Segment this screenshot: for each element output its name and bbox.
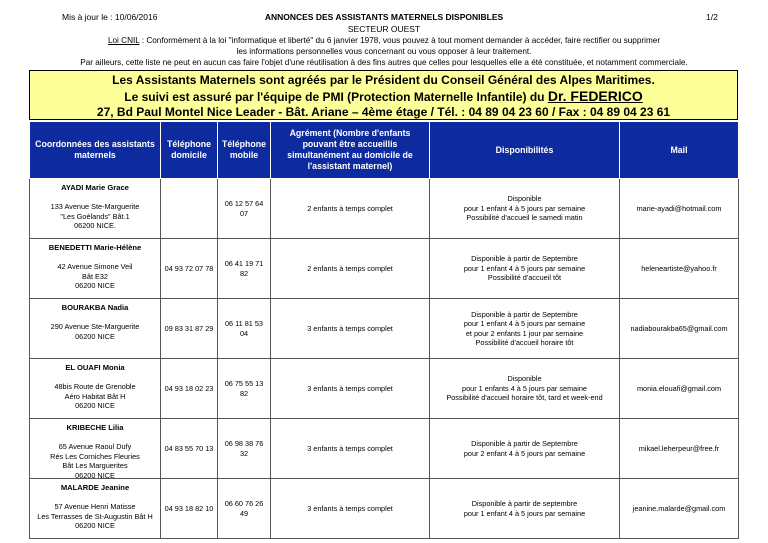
- assistant-address: [32, 202, 158, 231]
- header-mail: Mail: [620, 122, 739, 179]
- address-line: 133 Avenue Ste-Marguerite: [50, 202, 140, 211]
- dispo-line: Disponible: [507, 374, 542, 384]
- update-date: Mis à jour le : 10/06/2016: [62, 12, 158, 22]
- mail-link[interactable]: nadiabourakba65@gmail.com: [620, 299, 739, 359]
- mail-link[interactable]: jeanine.malarde@gmail.com: [620, 479, 739, 539]
- assistant-address: [32, 262, 158, 291]
- agrement-text: 3 enfants à temps complet: [271, 359, 430, 419]
- dispo-line: Possibilité d'accueil horaire tôt: [475, 338, 574, 347]
- cell-coordonnees: [30, 299, 161, 359]
- dispo-line: Disponible: [507, 194, 542, 204]
- assistant-name: AYADI Marie Grace: [61, 183, 129, 192]
- address-line: 06200 NICE: [75, 470, 115, 478]
- address-line: 06200 NICE.: [74, 221, 116, 230]
- dispo-line: pour 2 enfant 4 à 5 jours par semaine: [463, 448, 586, 458]
- address-line: Les Terrasses de St-Augustin Bât H: [37, 511, 153, 521]
- banner-line-3: 27, Bd Paul Montel Nice Leader - Bât. Ariane – 4ème étage / Tél. : 04 89 04 23 60 / Fax : 04 89 04 23 61: [96, 105, 671, 119]
- header-agrement: Agrément (Nombre d'enfants pouvant être accueillis simultanément au domicile de l'assistant maternel): [271, 122, 430, 179]
- disponibilites-cell: [430, 239, 620, 299]
- dispo-line: pour 1 enfant 4 à 5 jours par semaine: [463, 203, 586, 213]
- dispo-line: Possibilité d'accueil le samedi matin: [466, 213, 583, 223]
- banner-doctor: Dr. FEDERICO: [547, 87, 643, 104]
- banner-line-1: Les Assistants Maternels sont agréés par le Président du Conseil Général des Alpes Maritimes.: [112, 73, 655, 87]
- agrement-text: 3 enfants à temps complet: [271, 479, 430, 539]
- cnil-notice: [60, 35, 708, 68]
- dispo-line: Disponible à partir de septembre: [471, 499, 578, 508]
- sector-subtitle: SECTEUR OUEST: [347, 24, 421, 34]
- assistant-address: [32, 322, 158, 341]
- disponibilites-cell: [430, 299, 620, 359]
- phone-mobile: 06 12 57 64 07: [218, 179, 271, 239]
- address-line: 48bis Route de Grenoble: [54, 382, 136, 391]
- mail-link[interactable]: monia.elouafi@gmail.com: [620, 359, 739, 419]
- assistants-table: [29, 121, 739, 539]
- disponibilites-cell: [430, 179, 620, 239]
- assistant-address: [32, 442, 158, 478]
- cell-coordonnees: [30, 419, 161, 479]
- phone-home: 04 93 18 82 10: [161, 479, 218, 539]
- phone-mobile: 06 98 38 76 32: [218, 419, 271, 479]
- agrement-text: 2 enfants à temps complet: [271, 239, 430, 299]
- cell-coordonnees: [30, 179, 161, 239]
- mail-link[interactable]: mikael.leherpeur@free.fr: [620, 419, 739, 479]
- address-line: 06200 NICE: [75, 281, 115, 290]
- address-line: Bât E32: [82, 271, 108, 281]
- table-header-row: [30, 122, 739, 179]
- assistant-name: MALARDE Jeanine: [60, 483, 130, 492]
- address-line: 06200 NICE: [75, 401, 115, 410]
- dispo-line: Disponible à partir de Septembre: [471, 439, 578, 448]
- dispo-line: pour 1 enfants 4 à 5 jours par semaine: [462, 383, 587, 393]
- info-banner: [29, 70, 738, 120]
- cnil-line-2: les informations personnelles vous concernant ou vous opposer à leur traitement.: [236, 47, 532, 56]
- phone-mobile: 06 60 76 26 49: [218, 479, 271, 539]
- disponibilites-cell: [430, 419, 620, 479]
- dispo-line: pour 1 enfant 4 à 5 jours par semaine: [463, 263, 586, 273]
- document-title: ANNONCES DES ASSISTANTS MATERNELS DISPONIBLES: [264, 12, 504, 22]
- address-line: 290 Avenue Ste-Marguerite: [50, 322, 140, 331]
- dispo-line: pour 1 enfant 4 à 5 jours par semaine: [463, 319, 586, 328]
- assistant-address: [32, 502, 158, 531]
- cnil-line-3: Par ailleurs, cette liste ne peut en aucun cas faire l'objet d'une réutilisation à des fins autres que celles pour lesquelles elle a été constituée, et notamment commerciale.: [80, 58, 688, 67]
- address-line: 57 Avenue Henri Matisse: [54, 502, 136, 511]
- header-coordonnees: Coordonnées des assistants maternels: [30, 122, 161, 179]
- disponibilites-cell: [430, 479, 620, 539]
- phone-home: 04 93 18 02 23: [161, 359, 218, 419]
- agrement-text: 3 enfants à temps complet: [271, 419, 430, 479]
- phone-home: 04 93 72 07 78: [161, 239, 218, 299]
- address-line: 65 Avenue Raoul Dufy: [58, 442, 132, 451]
- table-row: [30, 239, 739, 299]
- header-disponibilites: Disponibilités: [430, 122, 620, 179]
- assistant-name: EL OUAFI Monia: [65, 363, 125, 372]
- page-number: 1/2: [706, 12, 718, 22]
- table-row: [30, 419, 739, 479]
- dispo-line: Disponible à partir de Septembre: [471, 254, 578, 264]
- cell-coordonnees: [30, 239, 161, 299]
- table-row: [30, 299, 739, 359]
- address-line: Rés Les Corniches Fleuries: [50, 451, 140, 461]
- phone-home: 04 83 55 70 13: [161, 419, 218, 479]
- address-line: Aéro Habitat Bât H: [64, 391, 126, 401]
- table-row: [30, 179, 739, 239]
- assistant-address: [32, 382, 158, 411]
- assistant-name: BOURAKBA Nadia: [61, 303, 129, 312]
- address-line: 06200 NICE: [75, 521, 115, 530]
- table-row: [30, 479, 739, 539]
- assistant-name: BENEDETTI Marie-Hélène: [48, 243, 142, 252]
- cell-coordonnees: [30, 359, 161, 419]
- banner-line-2: Le suivi est assuré par l'équipe de PMI (Protection Maternelle Infantile) du: [124, 89, 548, 104]
- dispo-line: Disponible à partir de Septembre: [471, 309, 578, 319]
- agrement-text: 3 enfants à temps complet: [271, 299, 430, 359]
- header-telephone-domicile: Téléphone domicile: [161, 122, 218, 179]
- cell-coordonnees: [30, 479, 161, 539]
- mail-link[interactable]: heleneartiste@yahoo.fr: [620, 239, 739, 299]
- phone-mobile: 06 11 81 53 04: [218, 299, 271, 359]
- dispo-line: et pour 2 enfants 1 jour par semaine: [465, 328, 584, 338]
- header-line: [0, 12, 768, 24]
- mail-link[interactable]: marie-ayadi@hotmail.com: [620, 179, 739, 239]
- phone-home: 09 83 31 87 29: [161, 299, 218, 359]
- table-row: [30, 359, 739, 419]
- dispo-line: Possibilité d'accueil horaire tôt, tard et week-end: [446, 393, 603, 403]
- address-line: 06200 NICE: [75, 331, 115, 341]
- agrement-text: 2 enfants à temps complet: [271, 179, 430, 239]
- address-line: Bât Les Marguerites: [62, 461, 128, 470]
- table-body: [30, 179, 739, 539]
- header-telephone-mobile: Téléphone mobile: [218, 122, 271, 179]
- address-line: "Les Goélands" Bât.1: [60, 211, 130, 221]
- cnil-line-1: : Conformément à la loi "informatique et liberté" du 6 janvier 1978, vous pouvez à tout moment demander à accéder, faire rectifier ou supprimer: [139, 36, 661, 45]
- phone-home: [161, 179, 218, 239]
- disponibilites-cell: [430, 359, 620, 419]
- dispo-line: Possibilité d'accueil tôt: [487, 273, 562, 283]
- address-line: 42 Avenue Simone Veil: [57, 262, 133, 271]
- dispo-line: pour 1 enfant 4 à 5 jours par semaine: [463, 508, 586, 518]
- assistant-name: KRIBECHE Lilia: [66, 423, 124, 432]
- cnil-label: Loi CNIL: [107, 36, 140, 45]
- phone-mobile: 06 75 55 13 82: [218, 359, 271, 419]
- phone-mobile: 06 41 19 71 82: [218, 239, 271, 299]
